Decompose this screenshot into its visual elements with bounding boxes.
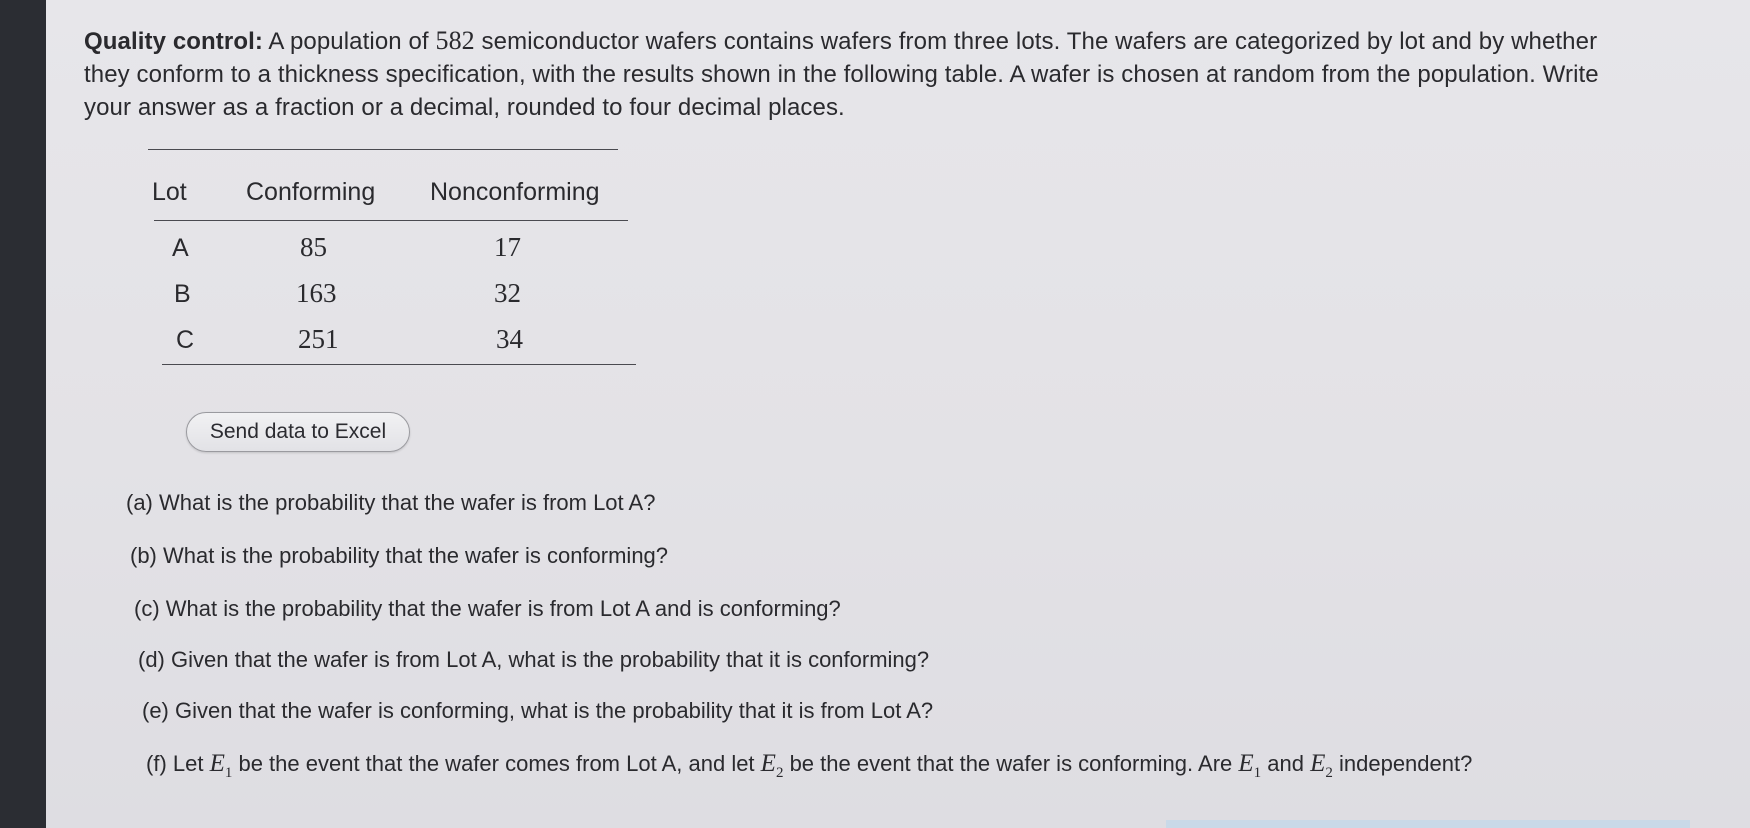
problem-text-1a: A population of bbox=[262, 28, 436, 55]
send-data-to-excel-button[interactable]: Send data to Excel bbox=[186, 412, 410, 452]
population-count: 582 bbox=[435, 26, 475, 55]
table-row-b-lot: B bbox=[174, 280, 191, 308]
table-top-rule bbox=[148, 149, 618, 150]
table-row-a-lot: A bbox=[172, 234, 189, 262]
table-row-a-conforming: 85 bbox=[300, 232, 327, 262]
table-row-c-nonconforming: 34 bbox=[496, 324, 523, 354]
header-conforming: Conforming bbox=[246, 178, 376, 206]
header-lot: Lot bbox=[152, 178, 187, 206]
question-page bbox=[46, 0, 1750, 828]
question-b: (b) What is the probability that the wafer is conforming? bbox=[130, 543, 669, 568]
question-f: (f) Let $E_1$ be the event that the wafer comes from Lot A, and let $E_2$ be the event that the wafer is conforming. Are $E_1$ and $E_2$ independent? bbox=[146, 750, 1473, 781]
question-a: (a) What is the probability that the wafer is from Lot A? bbox=[126, 490, 656, 515]
table-header-rule bbox=[154, 220, 628, 221]
problem-text-1b: semiconductor wafers contains wafers from three lots. The wafers are categorized by lot and by whether bbox=[474, 28, 1598, 55]
question-c: (c) What is the probability that the wafer is from Lot A and is conforming? bbox=[134, 596, 841, 621]
question-d: (d) Given that the wafer is from Lot A, what is the probability that it is conforming? bbox=[138, 647, 930, 672]
problem-text-2: they conform to a thickness specification, with the results shown in the following table. A wafer is chosen at random from the population. Write bbox=[84, 61, 1599, 88]
question-e: (e) Given that the wafer is conforming, what is the probability that it is from Lot A? bbox=[142, 698, 934, 723]
table-row-b-nonconforming: 32 bbox=[494, 278, 521, 308]
table-row-c-lot: C bbox=[176, 326, 195, 354]
header-nonconforming: Nonconforming bbox=[430, 178, 600, 206]
table-row-c-conforming: 251 bbox=[298, 324, 339, 354]
problem-statement bbox=[84, 24, 1724, 124]
table-row-a-nonconforming: 17 bbox=[494, 232, 521, 262]
problem-label: Quality control: bbox=[84, 28, 263, 55]
table-bottom-rule bbox=[162, 364, 636, 365]
problem-text-3: your answer as a fraction or a decimal, rounded to four decimal places. bbox=[84, 94, 845, 121]
table-row-b-conforming: 163 bbox=[296, 278, 337, 308]
